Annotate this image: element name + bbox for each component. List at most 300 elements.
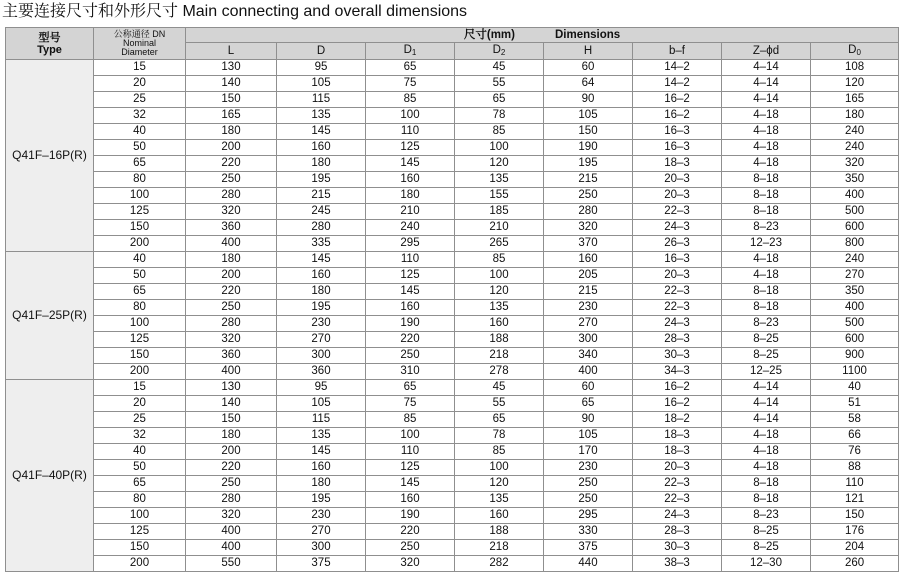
dimension-cell: 145 [366,284,455,300]
dimension-cell: 8–23 [722,508,811,524]
dimension-cell: 100 [366,108,455,124]
dimension-cell: 220 [186,460,277,476]
dimension-cell: 320 [544,220,633,236]
dimension-cell: 282 [455,556,544,572]
dimension-cell: 145 [277,444,366,460]
dimension-cell: 16–3 [633,252,722,268]
dimension-cell: 40 [811,380,899,396]
dimension-cell: 180 [811,108,899,124]
type-cell: Q41F–25P(R) [6,252,94,380]
dn-cell: 150 [94,540,186,556]
dimension-cell: 85 [366,92,455,108]
dimension-cell: 205 [544,268,633,284]
dimension-cell: 45 [455,380,544,396]
dimension-cell: 55 [455,76,544,92]
table-row [6,316,899,332]
dimension-cell: 250 [366,348,455,364]
dn-cell: 50 [94,140,186,156]
dimension-cell: 250 [544,188,633,204]
dimension-cell: 400 [186,540,277,556]
dn-header-cn: 公称通径 DN [113,29,166,39]
dimension-cell: 218 [455,540,544,556]
dimensions-header [186,28,899,43]
dimension-cell: 270 [277,332,366,348]
dimension-cell: 8–18 [722,492,811,508]
table-row [6,540,899,556]
dn-cell: 20 [94,396,186,412]
dimension-cell: 66 [811,428,899,444]
dimension-cell: 440 [544,556,633,572]
dimension-cell: 4–18 [722,140,811,156]
dn-cell: 80 [94,172,186,188]
dimension-cell: 195 [277,172,366,188]
dn-cell: 32 [94,108,186,124]
table-row [6,268,899,284]
dn-header-en-1: Nominal [122,38,156,48]
table-row [6,364,899,380]
dimension-cell: 230 [544,460,633,476]
dimension-cell: 120 [455,476,544,492]
dimension-cell: 22–3 [633,204,722,220]
dimension-cell: 220 [366,524,455,540]
dimension-cell: 4–18 [722,428,811,444]
dimension-cell: 180 [186,428,277,444]
dimension-cell: 45 [455,60,544,76]
dimension-cell: 1100 [811,364,899,380]
dimension-cell: 105 [277,76,366,92]
dimension-cell: 18–2 [633,412,722,428]
column-header: H [544,43,633,60]
dimension-cell: 78 [455,428,544,444]
dimension-cell: 200 [186,140,277,156]
nominal-diameter-header [94,28,186,60]
dimension-cell: 150 [811,508,899,524]
column-header: $D_0$ [811,43,899,60]
dimension-cell: 65 [366,380,455,396]
dimension-cell: 55 [455,396,544,412]
table-row [6,172,899,188]
table-row [6,380,899,396]
dimension-cell: 125 [366,268,455,284]
dimension-cell: 188 [455,332,544,348]
dimension-cell: 280 [544,204,633,220]
dimension-cell: 115 [277,92,366,108]
dn-cell: 80 [94,492,186,508]
column-header: $D_2$ [455,43,544,60]
dimension-cell: 88 [811,460,899,476]
dimension-cell: 60 [544,380,633,396]
dimension-cell: 160 [455,508,544,524]
dimension-cell: 160 [277,140,366,156]
dimension-cell: 180 [186,124,277,140]
dimension-cell: 120 [455,156,544,172]
dimension-cell: 65 [455,412,544,428]
table-row [6,236,899,252]
dimension-cell: 16–2 [633,380,722,396]
dimension-cell: 26–3 [633,236,722,252]
dn-cell: 32 [94,428,186,444]
dimension-cell: 295 [544,508,633,524]
dimension-cell: 8–18 [722,300,811,316]
dimension-cell: 335 [277,236,366,252]
dimension-cell: 210 [455,220,544,236]
dimension-cell: 28–3 [633,524,722,540]
dimension-cell: 4–14 [722,380,811,396]
dimension-cell: 16–3 [633,140,722,156]
table-row [6,204,899,220]
dn-cell: 50 [94,460,186,476]
dimension-cell: 105 [544,108,633,124]
dimension-cell: 8–23 [722,316,811,332]
dn-cell: 15 [94,380,186,396]
dimension-cell: 108 [811,60,899,76]
dimension-cell: 90 [544,92,633,108]
dimension-cell: 28–3 [633,332,722,348]
dimension-cell: 85 [455,252,544,268]
dimension-cell: 150 [186,92,277,108]
dimension-cell: 4–18 [722,156,811,172]
dimension-cell: 135 [455,172,544,188]
dimension-cell: 4–14 [722,92,811,108]
dimension-cell: 8–18 [722,188,811,204]
dimension-cell: 180 [277,156,366,172]
page-title: 主要连接尺寸和外形尺寸 Main connecting and overall dimensions [2,3,468,20]
dimension-cell: 330 [544,524,633,540]
dimension-cell: 100 [455,460,544,476]
dimension-cell: 180 [186,252,277,268]
dimension-cell: 135 [277,428,366,444]
dn-cell: 65 [94,476,186,492]
dimension-cell: 250 [544,492,633,508]
dimension-cell: 76 [811,444,899,460]
dimension-cell: 18–3 [633,444,722,460]
column-header: D [277,43,366,60]
table-row [6,524,899,540]
dn-cell: 65 [94,284,186,300]
table-row [6,300,899,316]
dimensions-header-cn: 尺寸(mm) [463,28,515,41]
dimension-cell: 160 [277,460,366,476]
dimension-cell: 240 [811,124,899,140]
dimension-cell: 8–18 [722,476,811,492]
column-header: $D_1$ [366,43,455,60]
table-row [6,492,899,508]
dimension-cell: 360 [186,220,277,236]
dimension-cell: 8–23 [722,220,811,236]
dimension-cell: 20–3 [633,268,722,284]
dn-cell: 100 [94,508,186,524]
dimension-cell: 145 [277,124,366,140]
dimension-cell: 215 [544,172,633,188]
dimension-cell: 195 [277,492,366,508]
dimension-cell: 135 [455,492,544,508]
dimension-cell: 8–25 [722,524,811,540]
dimension-cell: 295 [366,236,455,252]
dimension-cell: 165 [811,92,899,108]
dn-cell: 150 [94,348,186,364]
dimension-cell: 145 [366,476,455,492]
table-row [6,76,899,92]
dimension-cell: 250 [366,540,455,556]
dimension-cell: 320 [186,332,277,348]
dn-cell: 200 [94,236,186,252]
dimension-cell: 16–2 [633,108,722,124]
dn-cell: 15 [94,60,186,76]
dimension-cell: 375 [277,556,366,572]
dimension-cell: 20–3 [633,172,722,188]
dimension-cell: 12–25 [722,364,811,380]
dimension-cell: 260 [811,556,899,572]
dimension-cell: 145 [366,156,455,172]
table-row [6,332,899,348]
dimension-cell: 14–2 [633,76,722,92]
dimension-cell: 16–2 [633,396,722,412]
dimension-cell: 240 [811,140,899,156]
dimension-cell: 100 [455,140,544,156]
dimension-cell: 180 [366,188,455,204]
dimension-cell: 8–25 [722,540,811,556]
dimension-cell: 270 [277,524,366,540]
dimension-cell: 4–14 [722,76,811,92]
dimension-cell: 400 [544,364,633,380]
dimension-cell: 8–18 [722,172,811,188]
dimension-cell: 4–18 [722,108,811,124]
dimension-cell: 22–3 [633,492,722,508]
dimension-cell: 320 [366,556,455,572]
dimension-cell: 160 [366,300,455,316]
dimension-cell: 130 [186,380,277,396]
dn-cell: 40 [94,252,186,268]
dimension-cell: 250 [544,476,633,492]
dimension-cell: 30–3 [633,348,722,364]
dimension-cell: 22–3 [633,284,722,300]
table-row [6,60,899,76]
dimension-cell: 600 [811,220,899,236]
dimension-cell: 360 [277,364,366,380]
table-row [6,556,899,572]
dimension-cell: 125 [366,460,455,476]
dimension-cell: 340 [544,348,633,364]
dimension-cell: 400 [811,188,899,204]
dn-cell: 150 [94,220,186,236]
dimension-cell: 250 [186,300,277,316]
dimension-cell: 900 [811,348,899,364]
dimension-cell: 195 [544,156,633,172]
dimension-cell: 160 [277,268,366,284]
type-header [6,28,94,60]
table-row [6,140,899,156]
dimension-cell: 24–3 [633,220,722,236]
dimension-cell: 12–30 [722,556,811,572]
dimension-cell: 30–3 [633,540,722,556]
dn-cell: 20 [94,76,186,92]
dimension-cell: 60 [544,60,633,76]
dimension-cell: 280 [186,492,277,508]
dimension-cell: 140 [186,396,277,412]
dimension-cell: 120 [455,284,544,300]
table-row [6,252,899,268]
dn-cell: 25 [94,412,186,428]
table-row [6,284,899,300]
dimension-cell: 20–3 [633,188,722,204]
dimension-cell: 160 [455,316,544,332]
dn-cell: 125 [94,204,186,220]
dimension-cell: 95 [277,380,366,396]
dn-cell: 80 [94,300,186,316]
dimension-cell: 215 [544,284,633,300]
dimension-cell: 24–3 [633,508,722,524]
dimensions-table [5,27,899,572]
dimension-cell: 20–3 [633,460,722,476]
dimension-cell: 125 [366,140,455,156]
dimension-cell: 85 [366,412,455,428]
dimension-cell: 160 [544,252,633,268]
dimension-cell: 135 [277,108,366,124]
dimension-cell: 218 [455,348,544,364]
dimension-cell: 120 [811,76,899,92]
dimension-cell: 220 [366,332,455,348]
dimension-cell: 4–18 [722,252,811,268]
dimension-cell: 110 [366,444,455,460]
dimension-cell: 130 [186,60,277,76]
dimension-cell: 110 [366,252,455,268]
dimension-cell: 210 [366,204,455,220]
dimension-cell: 190 [366,508,455,524]
dimension-cell: 278 [455,364,544,380]
dimension-cell: 250 [186,172,277,188]
dimension-cell: 8–18 [722,204,811,220]
dimension-cell: 245 [277,204,366,220]
dimension-cell: 500 [811,204,899,220]
dimension-cell: 75 [366,396,455,412]
dimension-cell: 360 [186,348,277,364]
dimension-cell: 160 [366,172,455,188]
table-row [6,188,899,204]
table-row [6,348,899,364]
dimension-cell: 78 [455,108,544,124]
dimension-cell: 65 [544,396,633,412]
dimension-cell: 34–3 [633,364,722,380]
dimension-cell: 8–18 [722,284,811,300]
dimension-cell: 4–14 [722,396,811,412]
table-row [6,444,899,460]
dimension-cell: 145 [277,252,366,268]
dimension-cell: 110 [366,124,455,140]
dimension-cell: 215 [277,188,366,204]
dimension-cell: 400 [811,300,899,316]
dimension-cell: 12–23 [722,236,811,252]
dimension-cell: 190 [366,316,455,332]
dimension-cell: 270 [544,316,633,332]
dimension-cell: 300 [544,332,633,348]
table-row [6,220,899,236]
dimension-cell: 16–3 [633,124,722,140]
dimension-cell: 105 [277,396,366,412]
dimension-cell: 4–14 [722,60,811,76]
dimension-cell: 8–25 [722,348,811,364]
dn-cell: 125 [94,332,186,348]
dn-cell: 50 [94,268,186,284]
type-header-en: Type [37,43,62,56]
dimension-cell: 4–18 [722,444,811,460]
dimension-cell: 240 [366,220,455,236]
dimension-cell: 150 [186,412,277,428]
dn-cell: 40 [94,124,186,140]
dimension-cell: 600 [811,332,899,348]
dimension-cell: 135 [455,300,544,316]
type-cell: Q41F–40P(R) [6,380,94,572]
dimension-cell: 180 [277,284,366,300]
table-row [6,396,899,412]
dimension-cell: 320 [811,156,899,172]
dimension-cell: 400 [186,364,277,380]
dimension-cell: 400 [186,524,277,540]
dimension-cell: 220 [186,156,277,172]
dimension-cell: 165 [186,108,277,124]
dimension-cell: 4–18 [722,268,811,284]
dimension-cell: 400 [186,236,277,252]
table-row [6,156,899,172]
dimension-cell: 300 [277,540,366,556]
dimension-cell: 188 [455,524,544,540]
dimension-cell: 85 [455,444,544,460]
dimension-cell: 200 [186,444,277,460]
dn-cell: 200 [94,364,186,380]
dimension-cell: 280 [186,316,277,332]
dimension-cell: 240 [811,252,899,268]
dimension-cell: 22–3 [633,300,722,316]
dimension-cell: 185 [455,204,544,220]
dimension-cell: 121 [811,492,899,508]
dimension-cell: 230 [544,300,633,316]
dimension-cell: 350 [811,172,899,188]
dimension-cell: 310 [366,364,455,380]
dimension-cell: 38–3 [633,556,722,572]
dimension-cell: 180 [277,476,366,492]
table-row [6,108,899,124]
dimension-cell: 85 [455,124,544,140]
column-header: L [186,43,277,60]
dimension-cell: 800 [811,236,899,252]
dimension-cell: 140 [186,76,277,92]
dimension-cell: 500 [811,316,899,332]
dimension-cell: 150 [544,124,633,140]
dimension-cell: 24–3 [633,316,722,332]
dimension-cell: 320 [186,204,277,220]
dimension-cell: 170 [544,444,633,460]
dimension-cell: 51 [811,396,899,412]
dimension-cell: 200 [186,268,277,284]
table-row [6,428,899,444]
dimension-cell: 155 [455,188,544,204]
dn-cell: 200 [94,556,186,572]
dimension-cell: 64 [544,76,633,92]
dimension-cell: 100 [366,428,455,444]
dimension-cell: 270 [811,268,899,284]
dimension-cell: 58 [811,412,899,428]
dimension-cell: 375 [544,540,633,556]
dimension-cell: 230 [277,316,366,332]
column-header: Z–ϕd [722,43,811,60]
dimension-cell: 220 [186,284,277,300]
dimension-cell: 65 [455,92,544,108]
table-row [6,508,899,524]
dimension-cell: 115 [277,412,366,428]
dimension-cell: 75 [366,76,455,92]
dimension-cell: 65 [366,60,455,76]
dimension-cell: 250 [186,476,277,492]
dimension-cell: 230 [277,508,366,524]
